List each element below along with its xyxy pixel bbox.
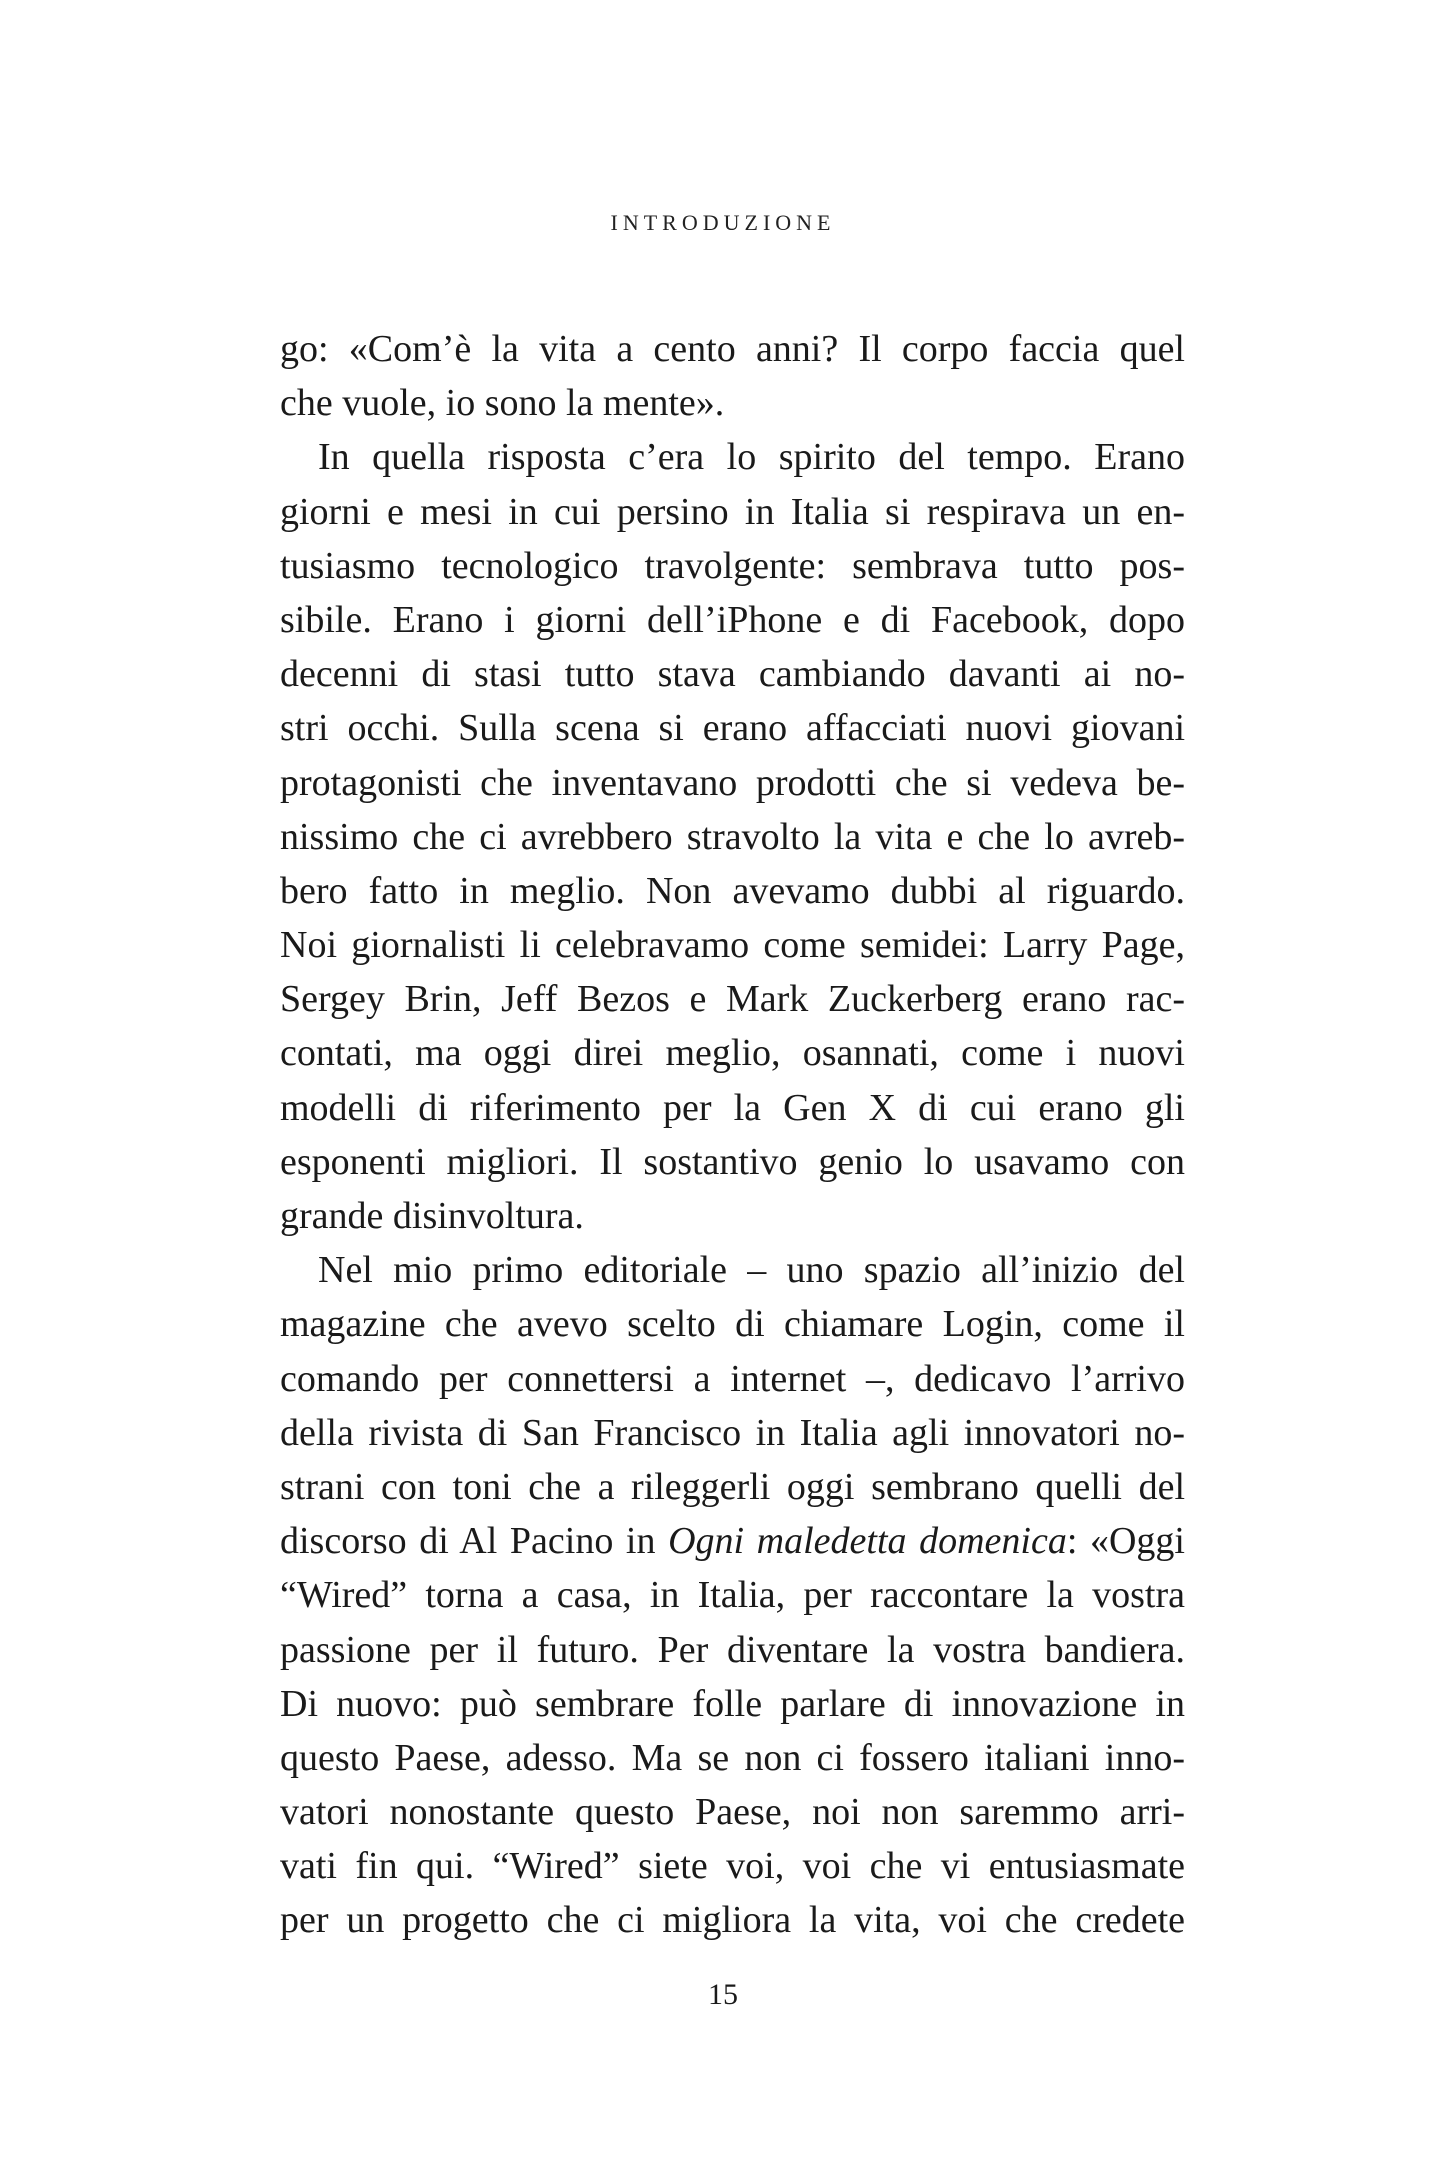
text-line: magazine che avevo scelto di chiamare Login, come il bbox=[280, 1303, 1185, 1346]
text-line: nissimo che ci avrebbero stravolto la vita e che lo avreb- bbox=[280, 815, 1185, 858]
text-line: Di nuovo: può sembrare folle parlare di innovazione in bbox=[280, 1682, 1185, 1725]
text-line: per un progetto che ci migliora la vita, voi che credete bbox=[280, 1899, 1185, 1942]
text-line: contati, ma oggi direi meglio, osannati, come i nuovi bbox=[280, 1032, 1185, 1075]
text-segment: : «Oggi bbox=[1066, 1520, 1185, 1563]
text-line: protagonisti che inventavano prodotti che si vedeva be- bbox=[280, 761, 1185, 804]
text-line: che vuole, io sono la mente». bbox=[280, 382, 725, 425]
text-line: Sergey Brin, Jeff Bezos e Mark Zuckerberg erano rac- bbox=[280, 978, 1185, 1021]
text-line: comando per connettersi a internet –, dedicavo l’arrivo bbox=[280, 1357, 1185, 1400]
text-line: modelli di riferimento per la Gen X di cui erano gli bbox=[280, 1086, 1185, 1129]
text-line: bero fatto in meglio. Non avevamo dubbi al riguardo. bbox=[280, 869, 1185, 912]
page-number: 15 bbox=[708, 1978, 738, 2011]
text-line: questo Paese, adesso. Ma se non ci fossero italiani inno- bbox=[280, 1736, 1185, 1779]
text-line: Nel mio primo editoriale – uno spazio all’inizio del bbox=[318, 1249, 1185, 1292]
running-header: INTRODUZIONE bbox=[610, 210, 836, 235]
text-line: tusiasmo tecnologico travolgente: sembrava tutto pos- bbox=[280, 544, 1185, 587]
text-line: giorni e mesi in cui persino in Italia si respirava un en- bbox=[280, 490, 1185, 533]
text-line: vatori nonostante questo Paese, noi non saremmo arri- bbox=[280, 1791, 1185, 1834]
text-line: passione per il futuro. Per diventare la vostra bandiera. bbox=[280, 1628, 1185, 1671]
text-line: sibile. Erano i giorni dell’iPhone e di Facebook, dopo bbox=[280, 598, 1185, 641]
text-line: “Wired” torna a casa, in Italia, per raccontare la vostra bbox=[280, 1574, 1185, 1617]
text-line: go: «Com’è la vita a cento anni? Il corpo faccia quel bbox=[280, 328, 1185, 370]
text-line: stri occhi. Sulla scena si erano affacciati nuovi giovani bbox=[280, 707, 1185, 750]
text-line: della rivista di San Francisco in Italia agli innovatori no- bbox=[280, 1411, 1185, 1454]
body-text bbox=[280, 322, 1185, 1948]
text-line: Noi giornalisti li celebravamo come semidei: Larry Page, bbox=[280, 924, 1185, 967]
text-line bbox=[280, 1514, 1185, 1568]
text-line: strani con toni che a rileggerli oggi sembrano quelli del bbox=[280, 1465, 1185, 1508]
film-title: Ogni maledetta domenica bbox=[668, 1520, 1067, 1563]
text-line: In quella risposta c’era lo spirito del tempo. Erano bbox=[318, 436, 1185, 479]
text-line: grande disinvoltura. bbox=[280, 1195, 584, 1237]
text-line: vati fin qui. “Wired” siete voi, voi che vi entusiasmate bbox=[280, 1845, 1185, 1888]
text-line: esponenti migliori. Il sostantivo genio lo usavamo con bbox=[280, 1140, 1185, 1183]
text-line: decenni di stasi tutto stava cambiando davanti ai no- bbox=[280, 653, 1185, 696]
text-segment: discorso di Al Pacino in bbox=[280, 1520, 669, 1563]
